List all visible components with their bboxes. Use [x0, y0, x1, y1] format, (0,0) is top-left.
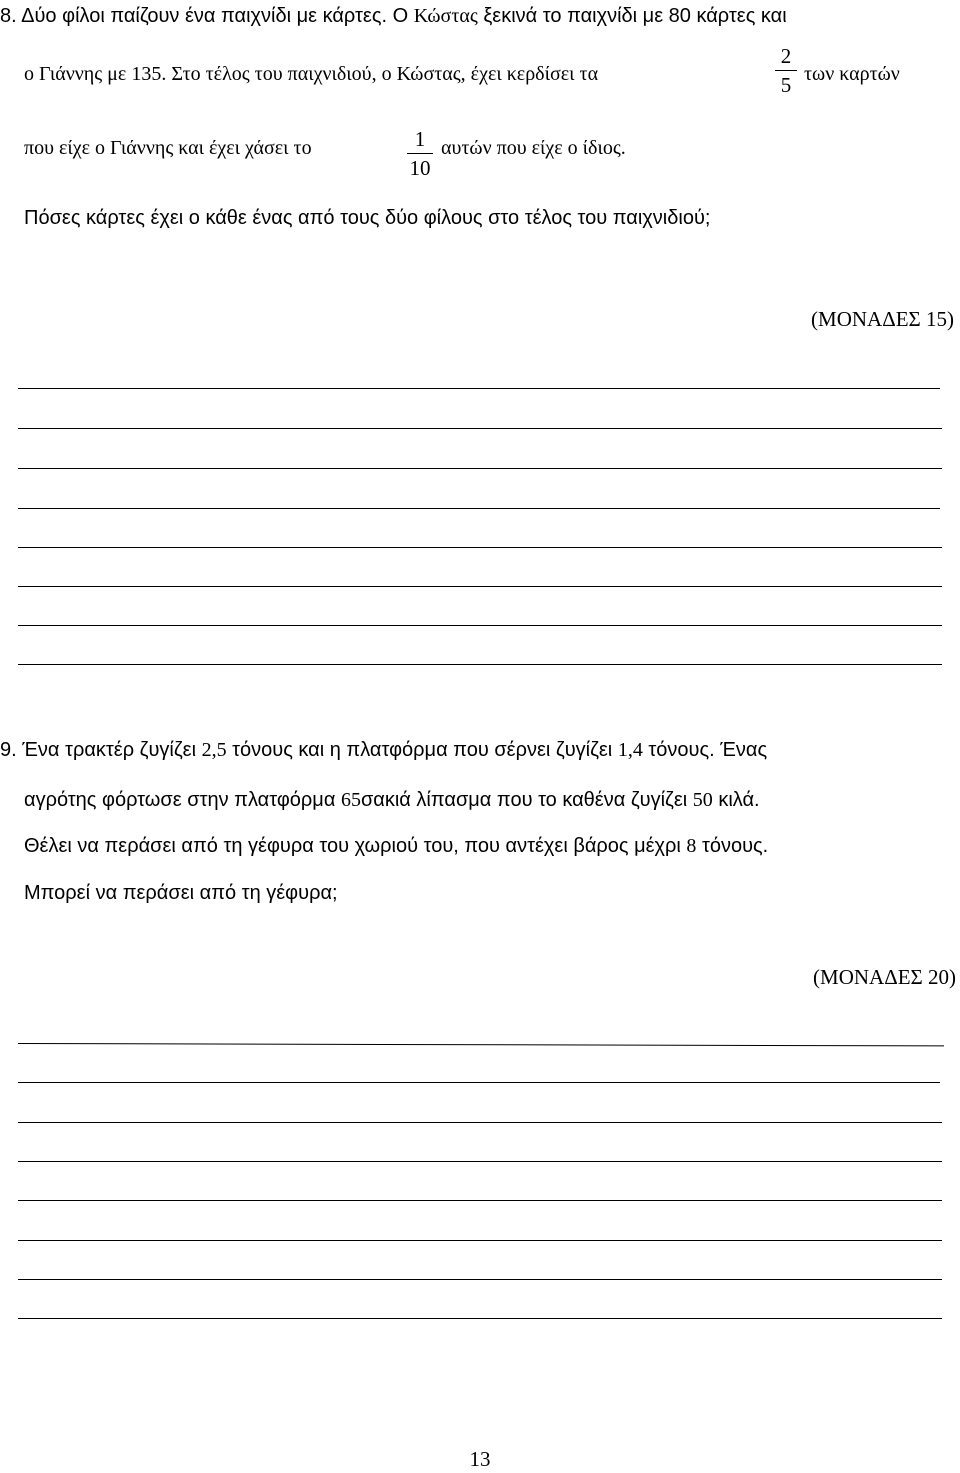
fraction-one-tenth-denominator: 10 — [409, 156, 431, 180]
answer-line — [18, 468, 942, 469]
problem8-line2 — [24, 62, 598, 86]
problem9-line1-text-e: τόνους. Ένας — [642, 739, 768, 761]
answer-line — [18, 1279, 942, 1280]
fraction-one-tenth — [403, 128, 437, 179]
answer-line — [18, 664, 942, 665]
problem8-line1 — [0, 4, 787, 28]
answer-line — [18, 388, 940, 389]
problem9-line3 — [24, 834, 768, 858]
fraction-two-fifths-bar — [775, 70, 797, 71]
problem8-line2-end: των καρτών — [804, 63, 900, 85]
answer-line — [18, 1122, 942, 1123]
problem8-line3-a: που είχε ο Γιάννης και έχει χάσει το — [24, 137, 312, 159]
problem8-number-80: 80 — [668, 5, 691, 27]
problem8-number-135: 135 — [131, 63, 162, 85]
problem8-line3-b: αυτών που είχε ο ίδιος. — [441, 137, 626, 159]
problem9-line3-text-c: τόνους. — [696, 835, 769, 857]
answer-line — [18, 1318, 942, 1319]
page-number: 13 — [469, 1447, 491, 1471]
problem9-line2 — [24, 788, 760, 812]
problem9-line2-text-c: σακιά λίπασμα που το καθένα ζυγίζει — [360, 789, 693, 811]
problem8-points: (ΜΟΝΑΔΕΣ 15) — [811, 307, 954, 331]
problem9-number-50: 50 — [692, 789, 713, 811]
problem8-line1-text-e: κάρτες και — [690, 5, 787, 27]
fraction-two-fifths-numerator: 2 — [780, 44, 792, 68]
answer-line — [18, 547, 942, 548]
problem9-line1-text-a: 9. Ένα τρακτέρ ζυγίζει — [0, 739, 202, 761]
answer-line — [18, 586, 942, 587]
problem8-name-kostas: Κώστας — [413, 5, 478, 27]
answer-line — [18, 428, 942, 429]
answer-line — [18, 625, 942, 626]
problem8-line1-text-a: 8. Δύο φίλοι παίζουν ένα παιχνίδι με κάρτες. Ο — [0, 5, 414, 27]
problem8-question: Πόσες κάρτες έχει ο κάθε ένας από τους δύο φίλους στο τέλος του παιχνιδιού; — [24, 207, 711, 229]
problem8-line2-text-a: ο Γιάννης με — [24, 63, 132, 85]
problem9-line1-text-c: τόνους και η πλατφόρμα που σέρνει ζυγίζει — [226, 739, 618, 761]
problem8-line2-text-c: . Στο τέλος του παιχνιδιού, ο Κώστας, έχει κερδίσει τα — [161, 63, 599, 85]
fraction-one-tenth-bar — [407, 153, 433, 154]
fraction-two-fifths — [771, 45, 801, 96]
problem9-number-1-4: 1,4 — [617, 739, 643, 761]
problem9-number-8: 8 — [686, 835, 697, 857]
problem9-line2-text-e: κιλά. — [712, 789, 760, 811]
problem9-number-65: 65 — [340, 789, 361, 811]
answer-line — [18, 1200, 942, 1201]
answer-line — [18, 1240, 942, 1241]
answer-line — [18, 1082, 940, 1083]
problem9-number-2-5: 2,5 — [201, 739, 227, 761]
problem9-points: (ΜΟΝΑΔΕΣ 20) — [813, 965, 956, 989]
problem9-line3-text-a: Θέλει να περάσει από τη γέφυρα του χωριού του, που αντέχει βάρος μέχρι — [24, 835, 687, 857]
answer-line — [18, 508, 940, 509]
problem9-line2-text-a: αγρότης φόρτωσε στην πλατφόρμα — [24, 789, 341, 811]
fraction-two-fifths-denominator: 5 — [780, 73, 792, 97]
fraction-one-tenth-numerator: 1 — [414, 127, 426, 151]
problem9-question: Μπορεί να περάσει από τη γέφυρα; — [24, 882, 338, 904]
answer-line — [18, 1043, 944, 1046]
problem8-line1-text-c: ξεκινά το παιχνίδι με — [477, 5, 669, 27]
problem9-line1 — [0, 738, 767, 762]
answer-line — [18, 1161, 942, 1162]
